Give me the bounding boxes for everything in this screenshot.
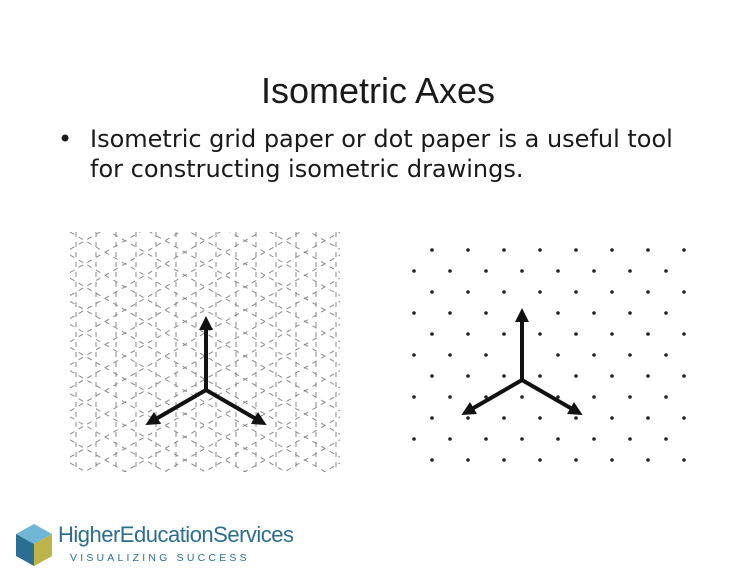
bullet-marker: • [58, 125, 73, 153]
axis-right-line [522, 380, 570, 408]
bullet-text: Isometric grid paper or dot paper is a useful tool for constructing isometric drawings. [90, 125, 673, 183]
bullet-item [58, 124, 698, 184]
logo-name: HigherEducationServices [58, 522, 294, 547]
logo-cube-icon [14, 522, 54, 568]
dot-pattern [412, 248, 686, 462]
axis-left-line [474, 380, 522, 408]
logo-tagline: VISUALIZING SUCCESS [70, 552, 250, 564]
axis-vertical-arrowhead [199, 316, 213, 330]
bullet-list [58, 124, 698, 184]
slide-title: Isometric Axes [260, 70, 496, 111]
company-logo [14, 522, 294, 572]
isometric-axes [461, 308, 582, 415]
isometric-grid-figure [70, 232, 340, 472]
isometric-dot-figure [398, 232, 688, 472]
axis-vertical-arrowhead [515, 308, 529, 322]
axis-left-line [158, 390, 206, 418]
isometric-axes [145, 316, 266, 425]
